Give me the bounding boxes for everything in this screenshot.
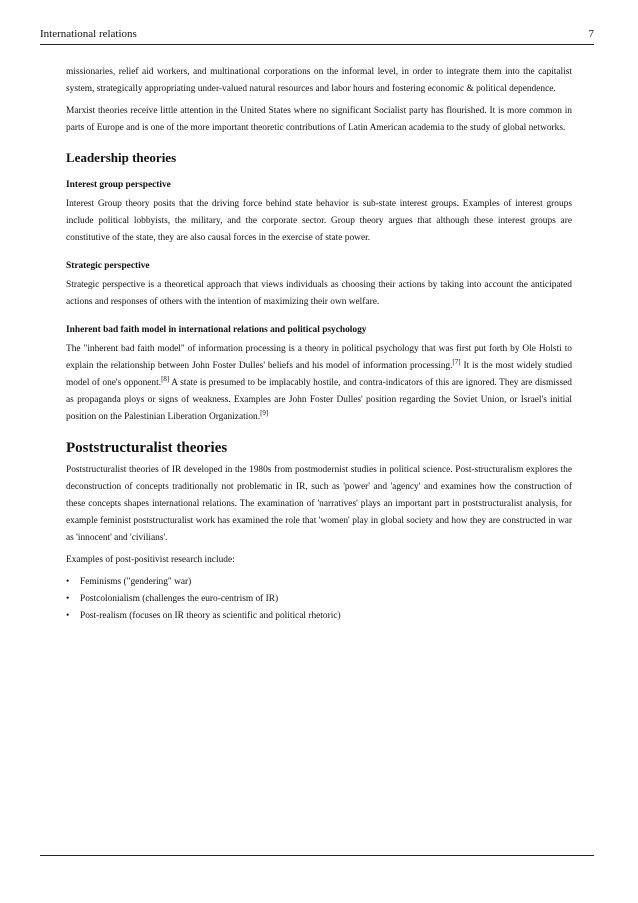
paragraph-strategic: Strategic perspective is a theoretical approach that views individuals as choosing their actions by taking into account the anticipated actions and responses of others with the intention of maximizing their own welfare. — [66, 280, 572, 307]
subheading-strategic: Strategic perspective — [66, 261, 150, 271]
paragraph-interest-group: Interest Group theory posits that the driving force behind state behavior is sub-state interest groups. Examples of interest groups include political lobbyists, the military, and the corporate sector. Group theory argues that although these interest groups are constitutive of the state, they are also causal forces in the exercise of state power. — [66, 199, 572, 243]
reference-link-9[interactable]: [9] — [260, 408, 269, 417]
subheading-bad-faith: Inherent bad faith model in international relations and political psychology — [66, 325, 367, 335]
bullet-icon: • — [66, 611, 70, 621]
paragraph-continuation: missionaries, relief aid workers, and multinational corporations on the informal level, in order to integrate them into the capitalist system, strategically appropriating under-valued natural resources and labor hours and fostering economic & political dependence. — [66, 67, 572, 94]
page-header — [40, 28, 594, 40]
subheading-interest-group: Interest group perspective — [66, 180, 171, 190]
reference-link-8[interactable]: [8] — [161, 374, 170, 383]
page-number: 7 — [588, 28, 594, 40]
running-title: International relations — [40, 28, 137, 40]
page-body — [66, 64, 572, 625]
reference-link-7[interactable]: [7] — [452, 357, 461, 366]
list-item-text: Post-realism (focuses on IR theory as scientific and political rhetoric) — [80, 611, 341, 621]
section-heading-poststructuralist: Poststructuralist theories — [66, 440, 228, 456]
bad-faith-text-1: The "inherent bad faith model" of information processing is a theory in political psychology that was first put forth by Ole Holsti to explain the relationship between John Foster Dulles' beliefs and his model of information processing. — [66, 344, 572, 371]
footer-rule — [40, 855, 594, 856]
list-item — [66, 574, 572, 591]
list-item — [66, 608, 572, 625]
paragraph-poststructuralist: Poststructuralist theories of IR developed in the 1980s from postmodernist studies in political science. Post-structuralism explores the deconstruction of concepts traditionally not problematic in IR, such as 'power' and 'agency' and examines how the construction of these concepts shapes international relations. The examination of 'narratives' plays an important part in poststructuralist analysis, for example feminist poststructuralist work has examined the role that 'women' play in global society and how they are constructed in war as 'innocent' and 'civilians'. — [66, 465, 572, 543]
examples-list — [66, 574, 572, 625]
section-heading-leadership: Leadership theories — [66, 150, 177, 165]
paragraph-bad-faith — [66, 341, 572, 426]
paragraph-marxist: Marxist theories receive little attention in the United States where no significant Socialist party has flourished. It is more common in parts of Europe and is one of the more important theoretic contributions of Latin American academia to the study of global networks. — [66, 106, 572, 133]
bad-faith-text-3: A state is presumed to be implacably hostile, and contra-indicators of this are ignored. They are dismissed as propaganda ploys or signs of weakness. Examples are John Foster Dulles' position regarding the Soviet Union, or Israel's initial position on the Palestinian Liberation Organization. — [66, 378, 572, 422]
header-rule — [40, 44, 594, 45]
list-item-text: Postcolonialism (challenges the euro-centrism of IR) — [80, 594, 279, 604]
bad-faith-text-2: It is the most widely studied model of one's opponent. — [66, 361, 573, 388]
list-item — [66, 591, 572, 608]
bullet-icon: • — [66, 577, 70, 587]
list-item-text: Feminisms ("gendering" war) — [80, 577, 192, 587]
bullet-icon: • — [66, 594, 70, 604]
paragraph-examples-intro: Examples of post-positivist research include: — [66, 555, 235, 565]
